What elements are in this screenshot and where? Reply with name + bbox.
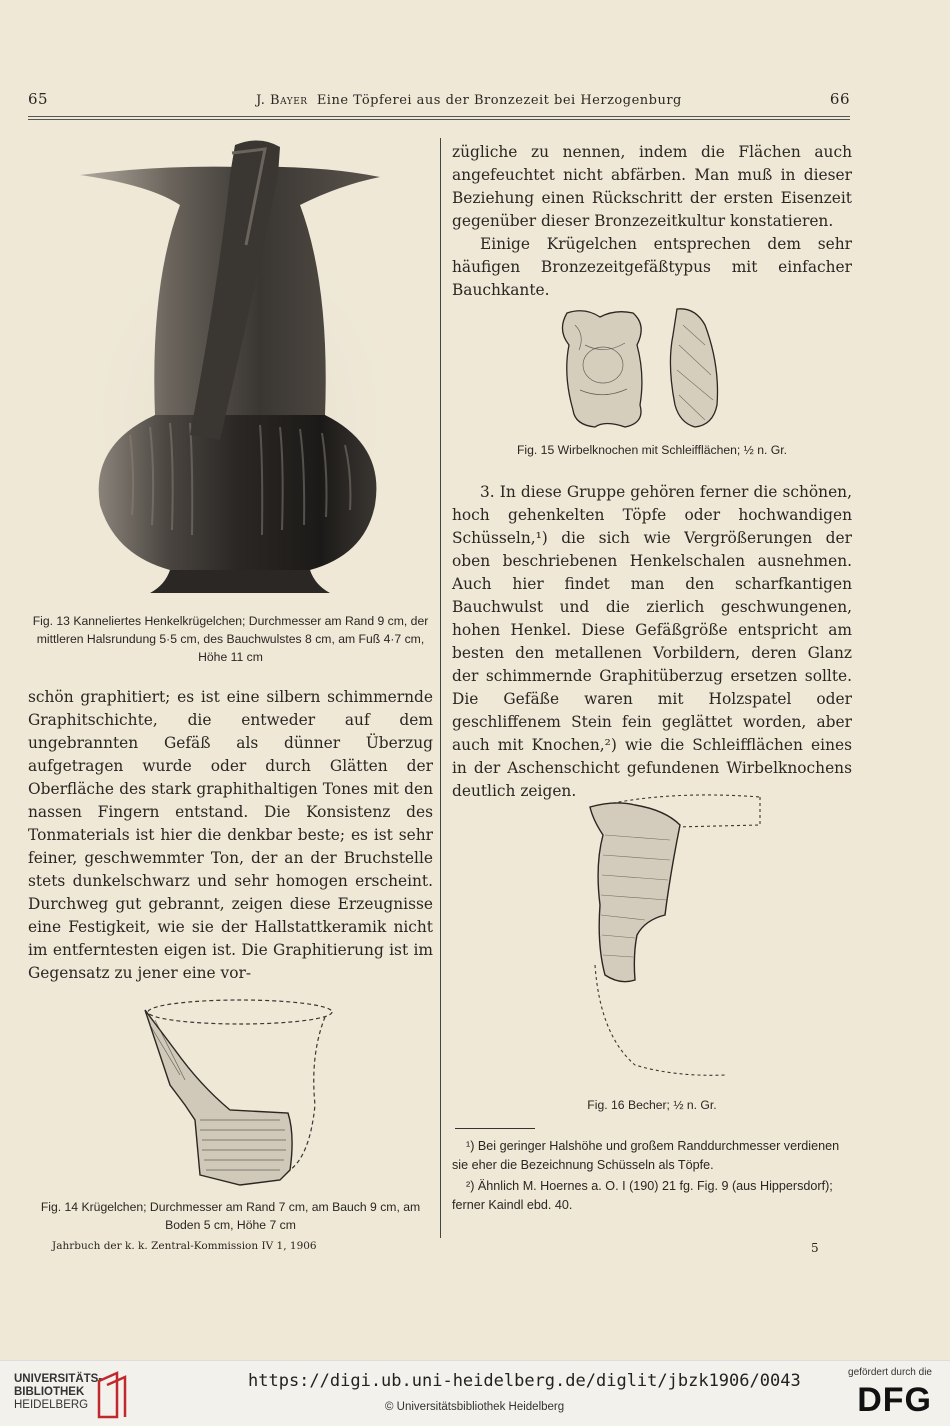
copyright-notice: © Universitätsbibliothek Heidelberg bbox=[385, 1401, 565, 1413]
library-name bbox=[14, 1373, 102, 1412]
footnotes bbox=[452, 1137, 852, 1217]
library-line-1: UNIVERSITÄTS- bbox=[14, 1373, 103, 1385]
permalink[interactable]: https://digi.ub.uni-heidelberg.de/diglit/jbzk1906/0043 bbox=[248, 1371, 801, 1391]
fig14-jug-illustration bbox=[140, 995, 340, 1195]
dfg-logo[interactable]: DFG bbox=[857, 1381, 932, 1419]
fig15-bone-illustration bbox=[555, 305, 745, 435]
fig16-beaker-illustration bbox=[575, 785, 775, 1085]
header-rule bbox=[28, 116, 850, 117]
right-paragraph-1: zügliche zu nennen, indem die Flächen auch angefeuchtet nicht abfärben. Man muß in dieser Beziehung einen Rückschritt der ersten Eisenzeit gegenüber dieser Bronzezeitkultur konstatieren. bbox=[452, 143, 852, 230]
page-number-left: 65 bbox=[28, 90, 49, 108]
fig13-jug-illustration bbox=[60, 135, 420, 605]
header-author: J. Bayer bbox=[256, 93, 308, 108]
running-header bbox=[28, 90, 850, 114]
right-paragraph-3: 3. In diese Gruppe gehören ferner die schönen, hoch gehenkelten Töpfe oder hochwandigen Schüsseln,¹) die sich wie Vergrößerungen der oben beschriebenen Henkelschalen ausnehmen. Auch hier findet man den scharfkantigen Bauchwulst und die zierlich geschwungenen, hohen Henkel. Diese Gefäßgröße entspricht am besten den metallenen Vorbildern, deren Glanz der schimmernde Graphitüberzug ersetzen sollte. Die Gefäße waren mit Holzspatel oder geschliffenem Stein fein geglättet worden, aber auch mit Knochen,²) wie die Schleifflächen eines in der Aschenschicht gefundenen Wirbelknochens deutlich zeigen. bbox=[452, 483, 852, 800]
journal-line: Jahrbuch der k. k. Zentral-Kommission IV 1, 1906 bbox=[52, 1240, 317, 1252]
fig14-caption: Fig. 14 Krügelchen; Durchmesser am Rand 7 cm, am Bauch 9 cm, am Boden 5 cm, Höhe 7 cm bbox=[40, 1200, 421, 1232]
footnote-2: ²) Ähnlich M. Hoernes a. O. I (190) 21 fg. Fig. 9 (aus Hippersdorf); ferner Kaindl ebd. 40. bbox=[452, 1179, 833, 1212]
library-logo-icon[interactable] bbox=[95, 1371, 133, 1419]
left-paragraph-1: schön graphitiert; es ist eine silbern schimmernde Graphitschichte, die entweder auf dem ungebrannten Gefäß als dünner Überzug aufgetragen wurde oder durch Glätten der Oberfläche des stark graphithaltigen Tones mit den nassen Fingern entstand. Die Konsistenz des Tonmaterials ist hier die denkbar beste; es ist sehr feiner, geschwemmter Ton, der an der Bruchstelle stets dunkelschwarz und sehr homogen erscheint. Durchweg gut gebrannt, zeigen diese Erzeugnisse eine Festigkeit, wie sie der Hallstattkeramik nicht im entferntesten eigen ist. Die Graphitierung ist im Gegensatz zu jener eine vor- bbox=[28, 688, 433, 982]
fig16-caption: Fig. 16 Becher; ½ n. Gr. bbox=[587, 1098, 717, 1112]
funding-label: gefördert durch die bbox=[848, 1367, 932, 1378]
page-number-right: 66 bbox=[829, 90, 850, 108]
footnote-1: ¹) Bei geringer Halshöhe und großem Randdurchmesser verdienen sie eher die Bezeichnung Schüsseln als Töpfe. bbox=[452, 1139, 840, 1172]
right-column-middle bbox=[452, 481, 852, 803]
right-column-top bbox=[452, 141, 852, 302]
sheet-number: 5 bbox=[811, 1241, 819, 1255]
header-article-title: Eine Töpferei aus der Bronzezeit bei Herzogenburg bbox=[316, 93, 682, 108]
fig15-caption: Fig. 15 Wirbelknochen mit Schleifflächen; ½ n. Gr. bbox=[516, 443, 788, 457]
footnote-rule bbox=[455, 1128, 535, 1129]
column-divider bbox=[440, 138, 441, 1238]
header-title bbox=[28, 93, 850, 108]
right-paragraph-2: Einige Krügelchen entsprechen dem sehr häufigen Bronzezeitgefäßtypus mit einfacher Bauchkante. bbox=[452, 235, 852, 299]
library-line-3: HEIDELBERG bbox=[14, 1399, 89, 1411]
fig13-caption: Fig. 13 Kanneliertes Henkelkrügelchen; Durchmesser am Rand 9 cm, der mittleren Halsrundung 5·5 cm, des Bauchwulstes 8 cm, am Fuß 4·7 cm, Höhe 11 cm bbox=[32, 614, 429, 664]
viewer-footer bbox=[0, 1360, 950, 1426]
left-column bbox=[28, 686, 433, 985]
header-rule-double bbox=[28, 119, 850, 120]
library-line-2: BIBLIOTHEK bbox=[14, 1386, 85, 1398]
